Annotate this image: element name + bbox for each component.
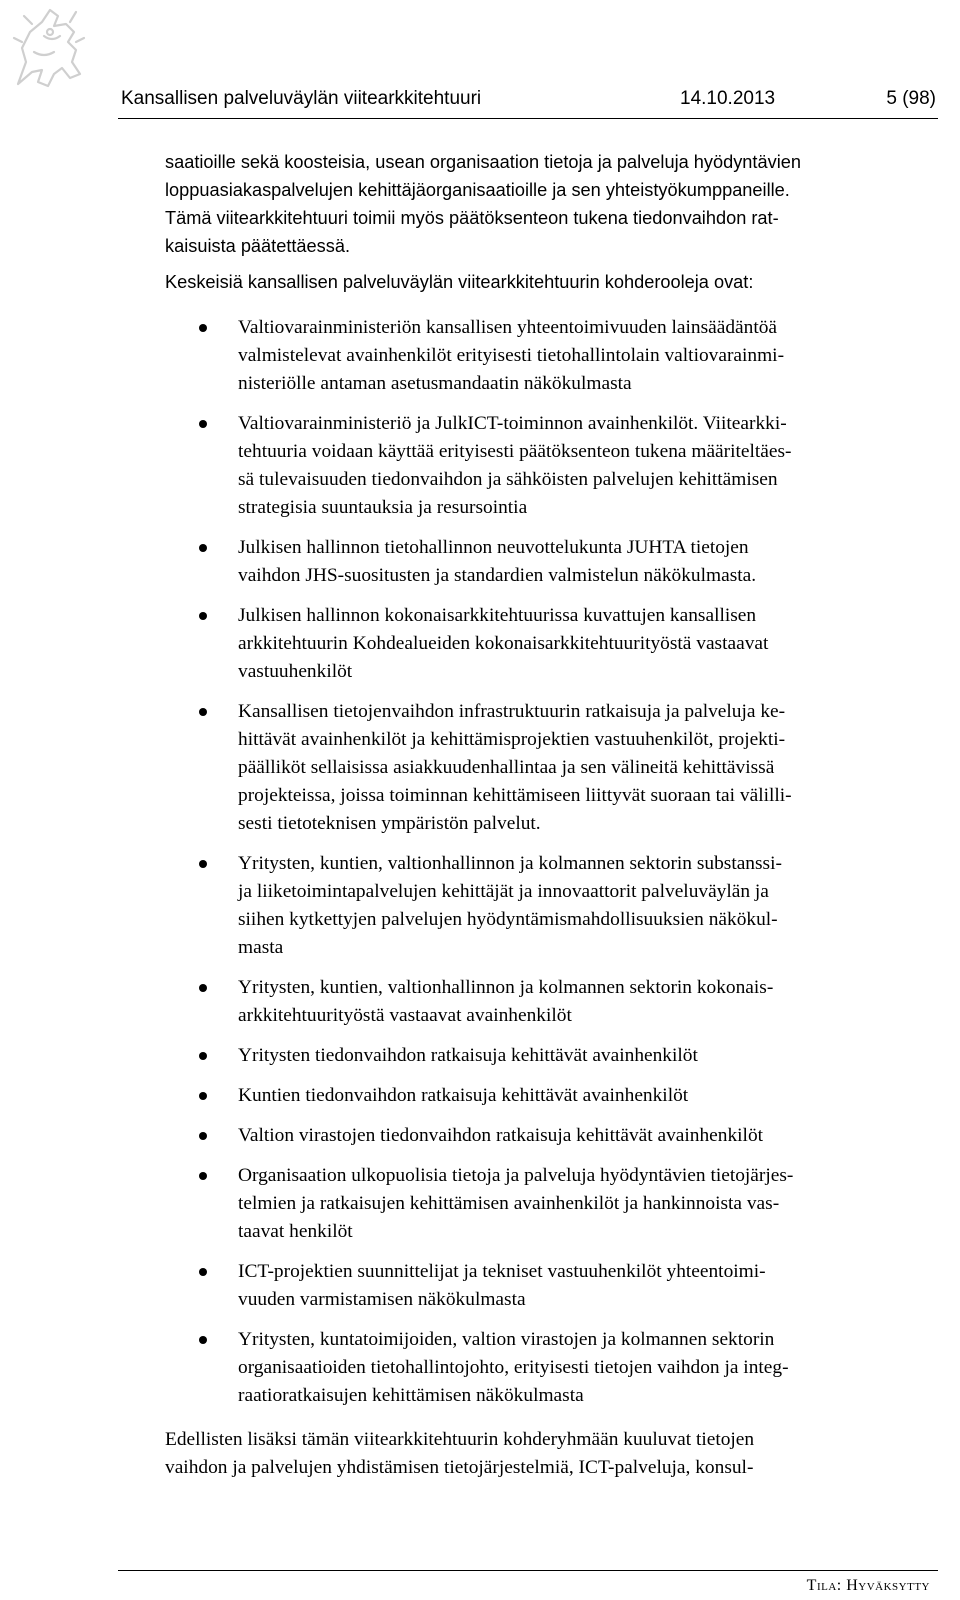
text-line: Julkisen hallinnon kokonaisarkkitehtuurissa kuvattujen kansallisen	[238, 605, 757, 626]
list-item-text	[238, 1042, 925, 1070]
list-item	[165, 1258, 925, 1314]
text-line: loppuasiakaspalvelujen kehittäjäorganisaatioille ja sen yhteistyökumppaneille.	[165, 180, 790, 200]
document-status: Tila: Hyväksytty	[806, 1577, 930, 1594]
list-item-text	[238, 314, 925, 398]
document-body	[165, 148, 925, 1482]
list-item	[165, 1042, 925, 1070]
text-line: Yritysten, kuntien, valtionhallinnon ja kolmannen sektorin substanssi-	[238, 853, 782, 874]
list-item	[165, 1162, 925, 1246]
text-line: Tämä viitearkkitehtuuri toimii myös päätöksenteon tukena tiedonvaihdon rat-	[165, 208, 779, 228]
text-line: vaihdon JHS-suositusten ja standardien valmistelun näkökulmasta.	[238, 565, 757, 586]
bullet-dot-icon	[199, 1268, 207, 1276]
text-line: siihen kytkettyjen palvelujen hyödyntämismahdollisuuksien näkökul-	[238, 909, 778, 930]
text-line: Yritysten, kuntien, valtionhallinnon ja kolmannen sektorin kokonais-	[238, 977, 774, 998]
target-roles-list	[165, 314, 925, 1410]
page-number: 5 (98)	[886, 88, 936, 109]
list-item	[165, 314, 925, 398]
footer-divider	[118, 1570, 938, 1571]
bullet-dot-icon	[199, 1172, 207, 1180]
text-line: Edellisten lisäksi tämän viitearkkitehtuurin kohderyhmään kuuluvat tietojen	[165, 1429, 755, 1450]
closing-paragraph	[165, 1426, 925, 1482]
text-line: raatioratkaisujen kehittämisen näkökulmasta	[238, 1385, 584, 1406]
text-line: Yritysten, kuntatoimijoiden, valtion virastojen ja kolmannen sektorin	[238, 1329, 775, 1350]
text-line: ja liiketoimintapalvelujen kehittäjät ja innovaattorit palveluväylän ja	[238, 881, 769, 902]
bullet-dot-icon	[199, 544, 207, 552]
document-date: 14.10.2013	[680, 88, 776, 109]
text-line: Valtiovarainministeriö ja JulkICT-toiminnon avainhenkilöt. Viitearkki-	[238, 413, 787, 434]
bullet-dot-icon	[199, 612, 207, 620]
list-item	[165, 410, 925, 522]
list-item-text	[238, 1162, 925, 1246]
text-line: masta	[238, 937, 284, 958]
list-item	[165, 534, 925, 590]
bullet-dot-icon	[199, 1052, 207, 1060]
text-line: organisaatioiden tietohallintojohto, erityisesti tietojen vaihdon ja integ-	[238, 1357, 789, 1378]
list-item	[165, 850, 925, 962]
list-item-text	[238, 850, 925, 962]
text-line: projekteissa, joissa toiminnan kehittämiseen liittyvät suoraan tai välilli-	[238, 785, 792, 806]
text-line: sesti tietoteknisen ympäristön palvelut.	[238, 813, 541, 834]
text-line: arkkitehtuurityöstä vastaavat avainhenkilöt	[238, 1005, 572, 1026]
bullet-dot-icon	[199, 420, 207, 428]
list-item-text	[238, 410, 925, 522]
list-item-text	[238, 1122, 925, 1150]
text-line: kaisuista päätettäessä.	[165, 236, 351, 256]
text-line: ICT-projektien suunnittelijat ja tekniset vastuuhenkilöt yhteentoimi-	[238, 1261, 766, 1282]
lead-sentence: Keskeisiä kansallisen palveluväylän viitearkkitehtuurin kohderooleja ovat:	[165, 272, 754, 292]
text-line: Julkisen hallinnon tietohallinnon neuvottelukunta JUHTA tietojen	[238, 537, 749, 558]
text-line: tehtuuria voidaan käyttää erityisesti päätöksenteon tukena määriteltäes-	[238, 441, 792, 462]
bullet-dot-icon	[199, 324, 207, 332]
text-line: sä tulevaisuuden tiedonvaihdon ja sähköisten palvelujen kehittämisen	[238, 469, 778, 490]
text-line: hittävät avainhenkilöt ja kehittämisprojektien vastuuhenkilöt, projekti-	[238, 729, 786, 750]
list-item-text	[238, 1258, 925, 1314]
text-line: Valtiovarainministeriön kansallisen yhteentoimivuuden lainsäädäntöä	[238, 317, 778, 338]
text-line: vaihdon ja palvelujen yhdistämisen tietojärjestelmiä, ICT-palveluja, konsul-	[165, 1457, 754, 1478]
intro-paragraph	[165, 148, 925, 260]
bullet-dot-icon	[199, 1092, 207, 1100]
text-line: Organisaation ulkopuolisia tietoja ja palveluja hyödyntävien tietojärjes-	[238, 1165, 794, 1186]
text-line: Valtion virastojen tiedonvaihdon ratkaisuja kehittävät avainhenkilöt	[238, 1125, 764, 1146]
bullet-dot-icon	[199, 984, 207, 992]
header-divider	[118, 118, 938, 119]
text-line: Yritysten tiedonvaihdon ratkaisuja kehittävät avainhenkilöt	[238, 1045, 698, 1066]
bullet-dot-icon	[199, 1132, 207, 1140]
list-item-text	[238, 1326, 925, 1410]
finnish-lion-emblem-icon	[4, 2, 96, 94]
text-line: nisteriölle antaman asetusmandaatin näkökulmasta	[238, 373, 632, 394]
text-line: valmistelevat avainhenkilöt erityisesti tietohallintolain valtiovarainmi-	[238, 345, 785, 366]
list-item	[165, 1082, 925, 1110]
text-line: saatioille sekä koosteisia, usean organisaation tietoja ja palveluja hyödyntävien	[165, 152, 801, 172]
text-line: Kuntien tiedonvaihdon ratkaisuja kehittävät avainhenkilöt	[238, 1085, 689, 1106]
bullet-dot-icon	[199, 1336, 207, 1344]
text-line: vastuuhenkilöt	[238, 661, 353, 682]
list-item	[165, 698, 925, 838]
text-line: taavat henkilöt	[238, 1221, 353, 1242]
list-item	[165, 1326, 925, 1410]
bullet-dot-icon	[199, 708, 207, 716]
list-item-text	[238, 534, 925, 590]
list-item-text	[238, 602, 925, 686]
list-item-text	[238, 698, 925, 838]
text-line: arkkitehtuurin Kohdealueiden kokonaisarkkitehtuurityöstä vastaavat	[238, 633, 769, 654]
list-item-text	[238, 974, 925, 1030]
text-line: Kansallisen tietojenvaihdon infrastruktuurin ratkaisuja ja palveluja ke-	[238, 701, 786, 722]
list-item-text	[238, 1082, 925, 1110]
list-item	[165, 1122, 925, 1150]
text-line: strategisia suuntauksia ja resursointia	[238, 497, 528, 518]
list-item	[165, 974, 925, 1030]
document-title: Kansallisen palveluväylän viitearkkitehtuuri	[121, 88, 482, 109]
text-line: telmien ja ratkaisujen kehittämisen avainhenkilöt ja hankinnoista vas-	[238, 1193, 780, 1214]
list-item	[165, 602, 925, 686]
bullet-dot-icon	[199, 860, 207, 868]
text-line: päälliköt sellaisissa asiakkuudenhallintaa ja sen välineitä kehittävissä	[238, 757, 775, 778]
text-line: vuuden varmistamisen näkökulmasta	[238, 1289, 526, 1310]
